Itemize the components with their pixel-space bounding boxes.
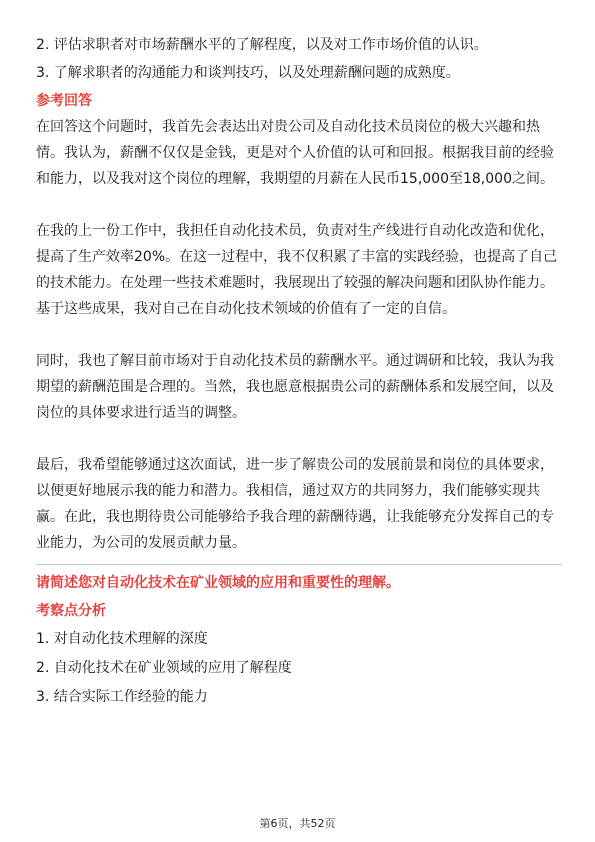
list-item: 3. 结合实际工作经验的能力 [36,689,208,705]
answer-body [36,114,562,556]
list-item: 1. 对自动化技术理解的深度 [36,631,208,647]
answer-paragraph: 在回答这个问题时，我首先会表达出对贵公司及自动化技术员岗位的极大兴趣和热情。我认为，薪酬不仅仅是金钱，更是对个人价值的认可和回报。根据我目前的经验和能力，以及我对这个岗位的理解，我期望的月薪在人民币15,000至18,000之间。 [36,119,554,187]
answer-paragraph: 在我的上一份工作中，我担任自动化技术员，负责对生产线进行自动化改造和优化，提高了生产效率20%。在这一过程中，我不仅积累了丰富的实践经验，也提高了自己的技术能力。在处理一些技术难题时，我展现出了较强的解决问题和团队协作能力。基于这些成果，我对自己在自动化技术领域的价值有了一定的自信。 [36,223,558,317]
list-item: 2. 评估求职者对市场薪酬水平的了解程度，以及对工作市场价值的认识。 [36,37,488,53]
answer-paragraph: 最后，我希望能够通过这次面试，进一步了解贵公司的发展前景和岗位的具体要求，以便更好地展示我的能力和潜力。我相信，通过双方的共同努力，我们能够实现共赢。在此，我也期待贵公司能够给予我合理的薪酬待遇，让我能够充分发挥自己的专业能力，为公司的发展贡献力量。 [36,457,554,551]
analysis-heading: 考察点分析 [36,603,106,619]
answer-paragraph: 同时，我也了解目前市场对于自动化技术员的薪酬水平。通过调研和比较，我认为我期望的薪酬范围是合理的。当然，我也愿意根据贵公司的薪酬体系和发展空间，以及岗位的具体要求进行适当的调整。 [36,353,554,421]
list-item: 3. 了解求职者的沟通能力和谈判技巧，以及处理薪酬问题的成熟度。 [36,65,460,81]
section-divider [36,564,562,565]
page-number: 第6页，共52页 [259,817,336,830]
list-item: 2. 自动化技术在矿业领域的应用了解程度 [36,660,292,676]
answer-heading: 参考回答 [36,93,92,109]
page-content [36,33,562,709]
question-heading: 请简述您对自动化技术在矿业领域的应用和重要性的理解。 [36,575,400,591]
